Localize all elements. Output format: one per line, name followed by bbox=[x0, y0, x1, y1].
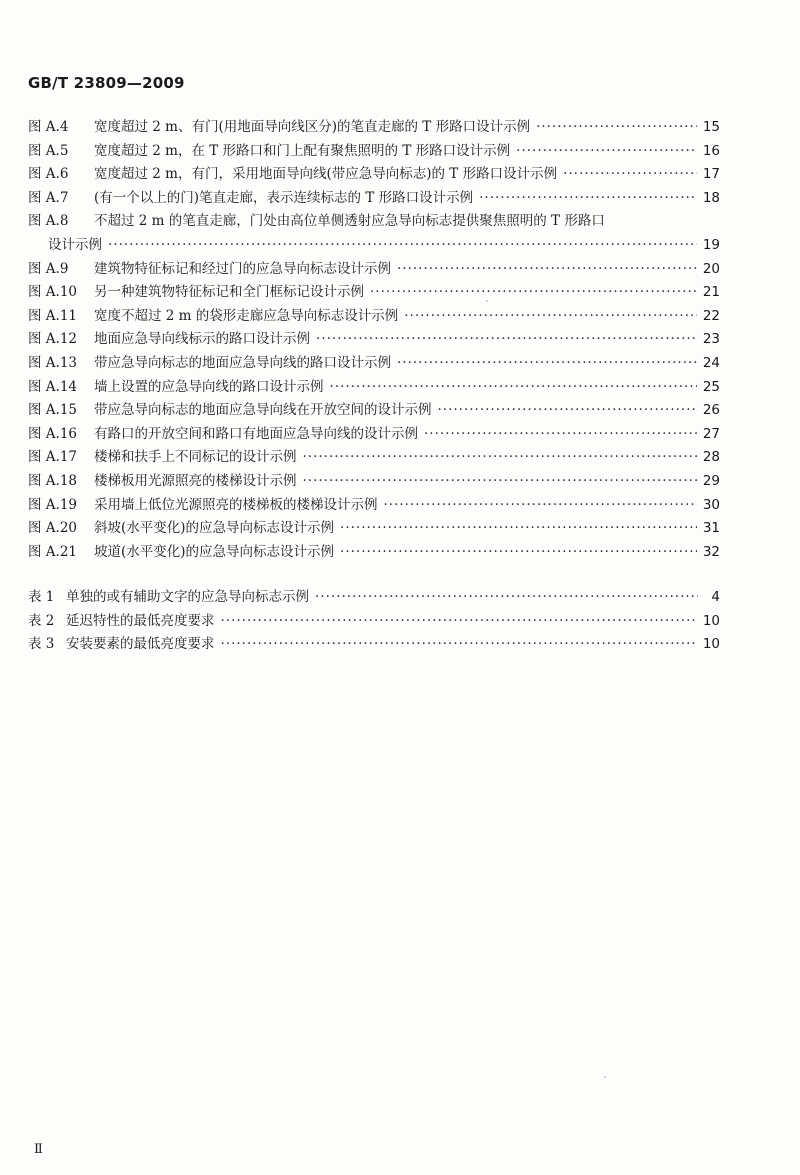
toc-entry-figure-a9[interactable] bbox=[28, 258, 720, 282]
toc-entry-page: 28 bbox=[702, 449, 720, 466]
toc-entry-label: 图 A.15 bbox=[28, 402, 78, 419]
toc-entry-title: 斜坡(水平变化)的应急导向标志设计示例 bbox=[94, 520, 335, 537]
toc-entry-label: 图 A.11 bbox=[28, 307, 78, 324]
toc-entry-title-continued: 设计示例 bbox=[48, 236, 102, 253]
toc-entry-title: 墙上设置的应急导向线的路口设计示例 bbox=[94, 378, 324, 395]
toc-entry-figure-a6[interactable] bbox=[28, 163, 720, 187]
table-of-contents bbox=[28, 116, 720, 657]
toc-entry-label: 图 A.20 bbox=[28, 520, 78, 537]
toc-entry-title: 宽度不超过 2 m 的袋形走廊应急导向标志设计示例 bbox=[94, 307, 399, 324]
scan-speck bbox=[486, 300, 488, 302]
toc-entry-title: 宽度超过 2 m，有门，采用地面导向线(带应急导向标志)的 T 形路口设计示例 bbox=[94, 166, 558, 183]
toc-entry-figure-a10[interactable] bbox=[28, 281, 720, 305]
toc-entry-figure-a18[interactable] bbox=[28, 470, 720, 494]
toc-entry-title: 宽度超过 2 m、有门(用地面导向线区分)的笔直走廊的 T 形路口设计示例 bbox=[94, 119, 531, 135]
scan-speck bbox=[604, 1076, 606, 1078]
dot-leader bbox=[424, 423, 697, 447]
toc-entry-page: 30 bbox=[702, 496, 720, 513]
toc-entry-page: 20 bbox=[702, 260, 720, 277]
dot-leader bbox=[340, 541, 697, 565]
toc-entry-label: 图 A.14 bbox=[28, 378, 78, 395]
toc-entry-label: 图 A.21 bbox=[28, 543, 78, 560]
dot-leader bbox=[316, 328, 697, 352]
section-gap bbox=[28, 564, 720, 586]
dot-leader bbox=[397, 352, 697, 376]
toc-entry-page: 15 bbox=[702, 119, 720, 135]
toc-entry-title: 楼梯板用光源照亮的楼梯设计示例 bbox=[94, 472, 297, 489]
toc-entry-label: 图 A.4 bbox=[28, 119, 69, 135]
dot-leader bbox=[221, 633, 697, 657]
toc-entry-figure-a14[interactable] bbox=[28, 376, 720, 400]
toc-entry-figure-a5[interactable] bbox=[28, 140, 720, 164]
toc-entry-title: 另一种建筑物特征标记和全门框标记设计示例 bbox=[94, 284, 364, 301]
toc-entry-page: 16 bbox=[702, 142, 720, 159]
toc-entry-label: 图 A.9 bbox=[28, 260, 69, 277]
dot-leader bbox=[397, 258, 697, 282]
toc-entry-page: 21 bbox=[702, 284, 720, 301]
dot-leader bbox=[563, 163, 697, 187]
toc-entry-table-3[interactable] bbox=[28, 633, 720, 657]
toc-entry-page: 26 bbox=[702, 402, 720, 419]
toc-entry-page: 17 bbox=[702, 166, 720, 183]
toc-entry-figure-a4[interactable] bbox=[28, 116, 720, 140]
toc-entry-label: 表 2 bbox=[28, 612, 55, 629]
toc-entry-title: 单独的或有辅助文字的应急导向标志示例 bbox=[66, 589, 309, 606]
toc-entry-page: 27 bbox=[702, 425, 720, 442]
toc-entry-label: 表 1 bbox=[28, 589, 55, 606]
toc-entry-page: 31 bbox=[702, 520, 720, 537]
toc-entry-label: 图 A.8 bbox=[28, 213, 69, 230]
page-folio: Ⅱ bbox=[34, 1142, 43, 1157]
toc-entry-page: 23 bbox=[702, 331, 720, 348]
toc-entry-page: 32 bbox=[702, 543, 720, 560]
toc-entry-figure-a8-continued[interactable] bbox=[28, 234, 720, 258]
toc-entry-figure-a21[interactable] bbox=[28, 541, 720, 565]
toc-entry-figure-a7[interactable] bbox=[28, 187, 720, 211]
toc-entry-title: 地面应急导向线标示的路口设计示例 bbox=[94, 331, 310, 348]
dot-leader bbox=[303, 470, 697, 494]
toc-entry-page: 22 bbox=[702, 307, 720, 324]
dot-leader bbox=[108, 234, 697, 258]
toc-entry-page: 18 bbox=[702, 189, 720, 206]
toc-entry-title: (有一个以上的门)笔直走廊，表示连续标志的 T 形路口设计示例 bbox=[94, 189, 474, 206]
toc-entry-label: 图 A.6 bbox=[28, 166, 69, 183]
toc-entry-figure-a16[interactable] bbox=[28, 423, 720, 447]
dot-leader bbox=[315, 586, 698, 610]
toc-entry-page: 10 bbox=[702, 636, 720, 653]
toc-entry-title: 采用墙上低位光源照亮的楼梯板的楼梯设计示例 bbox=[94, 496, 378, 513]
toc-entry-table-1[interactable] bbox=[28, 586, 720, 610]
toc-entry-figure-a19[interactable] bbox=[28, 494, 720, 518]
toc-entry-table-2[interactable] bbox=[28, 610, 720, 634]
dot-leader bbox=[221, 610, 697, 634]
toc-entry-figure-a13[interactable] bbox=[28, 352, 720, 376]
toc-entry-label: 图 A.13 bbox=[28, 354, 78, 371]
toc-entry-figure-a15[interactable] bbox=[28, 399, 720, 423]
toc-entry-title: 安装要素的最低亮度要求 bbox=[66, 636, 215, 653]
dot-leader bbox=[404, 305, 697, 329]
toc-entry-label: 图 A.17 bbox=[28, 449, 78, 466]
dot-leader bbox=[340, 517, 697, 541]
toc-entry-page: 25 bbox=[702, 378, 720, 395]
dot-leader bbox=[438, 399, 697, 423]
toc-entry-title: 宽度超过 2 m，在 T 形路口和门上配有聚焦照明的 T 形路口设计示例 bbox=[94, 142, 511, 159]
toc-entry-title: 建筑物特征标记和经过门的应急导向标志设计示例 bbox=[94, 260, 391, 277]
dot-leader bbox=[384, 494, 697, 518]
dot-leader bbox=[479, 187, 697, 211]
toc-entry-page: 10 bbox=[702, 612, 720, 629]
toc-entry-figure-a12[interactable] bbox=[28, 328, 720, 352]
standard-code-header: GB/T 23809—2009 bbox=[28, 74, 185, 92]
toc-entry-label: 表 3 bbox=[28, 636, 55, 653]
toc-entry-figure-a20[interactable] bbox=[28, 517, 720, 541]
toc-entry-label: 图 A.7 bbox=[28, 189, 69, 206]
dot-leader bbox=[536, 116, 697, 140]
toc-entry-figure-a11[interactable] bbox=[28, 305, 720, 329]
toc-entry-page: 24 bbox=[702, 354, 720, 371]
toc-entry-title: 有路口的开放空间和路口有地面应急导向线的设计示例 bbox=[94, 425, 418, 442]
toc-entry-label: 图 A.19 bbox=[28, 496, 78, 513]
toc-entry-title: 延迟特性的最低亮度要求 bbox=[66, 612, 215, 629]
dot-leader bbox=[516, 140, 697, 164]
toc-entry-label: 图 A.10 bbox=[28, 284, 78, 301]
toc-entry-figure-a8[interactable] bbox=[28, 210, 720, 234]
toc-entry-label: 图 A.16 bbox=[28, 425, 78, 442]
dot-leader bbox=[303, 446, 697, 470]
toc-entry-title: 带应急导向标志的地面应急导向线的路口设计示例 bbox=[94, 354, 391, 371]
toc-entry-title: 坡道(水平变化)的应急导向标志设计示例 bbox=[94, 543, 335, 560]
toc-entry-label: 图 A.12 bbox=[28, 331, 78, 348]
toc-entry-title: 楼梯和扶手上不同标记的设计示例 bbox=[94, 449, 297, 466]
dot-leader bbox=[330, 376, 697, 400]
toc-entry-label: 图 A.18 bbox=[28, 472, 78, 489]
toc-entry-page: 29 bbox=[702, 472, 720, 489]
toc-entry-figure-a17[interactable] bbox=[28, 446, 720, 470]
toc-entry-page: 4 bbox=[711, 589, 720, 606]
toc-entry-title: 带应急导向标志的地面应急导向线在开放空间的设计示例 bbox=[94, 402, 432, 419]
dot-leader bbox=[370, 281, 697, 305]
toc-entry-title: 不超过 2 m 的笔直走廊，门处由高位单侧透射应急导向标志提供聚焦照明的 T 形路口 bbox=[94, 213, 605, 230]
toc-entry-label: 图 A.5 bbox=[28, 142, 69, 159]
toc-entry-page: 19 bbox=[702, 236, 720, 253]
